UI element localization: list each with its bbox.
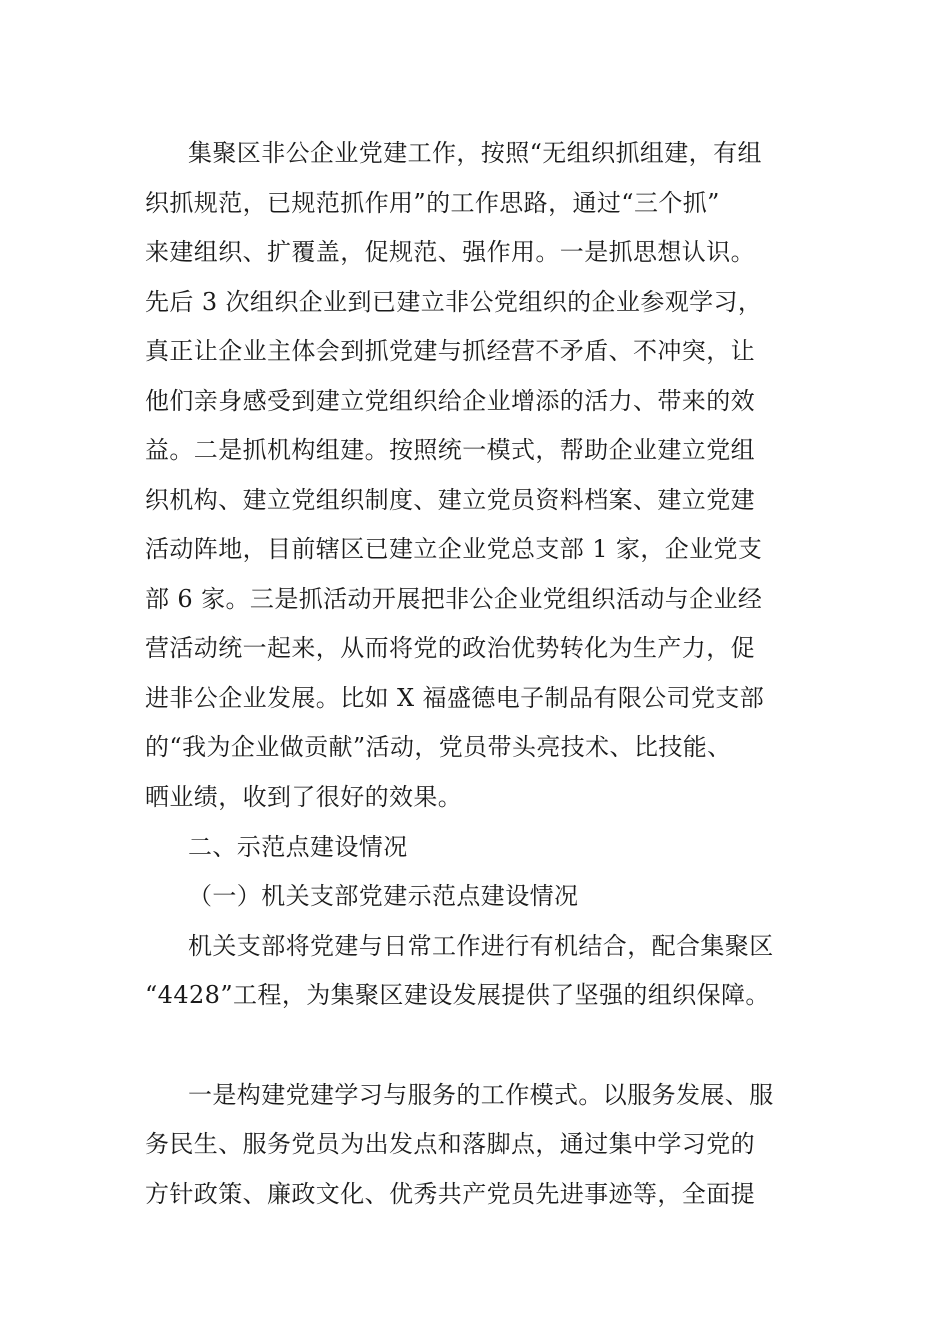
paragraph-2-line-1: 机关支部将党建与日常工作进行有机结合，配合集聚区 [188,932,774,960]
paragraph-1-line-8: 织机构、建立党组织制度、建立党员资料档案、建立党建 [145,486,755,514]
paragraph-1-line-3: 来建组织、扩覆盖，促规范、强作用。一是抓思想认识。 [145,238,755,266]
paragraph-1-line-6: 他们亲身感受到建立党组织给企业增添的活力、带来的效 [145,387,755,415]
paragraph-1-line-13: 的“我为企业做贡献”活动，党员带头亮技术、比技能、 [145,733,732,761]
paragraph-2-line-2: “4428”工程，为集聚区建设发展提供了坚强的组织保障。 [145,981,770,1009]
paragraph-1-line-7: 益。二是抓机构组建。按照统一模式，帮助企业建立党组 [145,436,755,464]
paragraph-1-line-12: 进非公企业发展。比如 X 福盛德电子制品有限公司党支部 [145,684,765,712]
paragraph-1-line-4: 先后 3 次组织企业到已建立非公党组织的企业参观学习， [145,288,763,316]
subsection-heading: （一）机关支部党建示范点建设情况 [188,882,579,910]
paragraph-1-line-10: 部 6 家。三是抓活动开展把非公企业党组织活动与企业经 [145,585,763,613]
paragraph-1-line-5: 真正让企业主体会到抓党建与抓经营不矛盾、不冲突，让 [145,337,755,365]
section-heading: 二、示范点建设情况 [188,833,408,861]
paragraph-1-line-9: 活动阵地，目前辖区已建立企业党总支部 1 家，企业党支 [145,535,763,563]
paragraph-3-line-3: 方针政策、廉政文化、优秀共产党员先进事迹等，全面提 [145,1180,755,1208]
paragraph-1-line-2: 织抓规范，已规范抓作用”的工作思路，通过“三个抓” [145,189,720,217]
paragraph-1-line-1: 集聚区非公企业党建工作，按照“无组织抓组建，有组 [188,139,762,167]
paragraph-1-line-11: 营活动统一起来，从而将党的政治优势转化为生产力，促 [145,634,755,662]
paragraph-1-line-14: 晒业绩，收到了很好的效果。 [145,783,463,811]
paragraph-3-line-1: 一是构建党建学习与服务的工作模式。以服务发展、服 [188,1081,774,1109]
paragraph-3-line-2: 务民生、服务党员为出发点和落脚点，通过集中学习党的 [145,1130,755,1158]
